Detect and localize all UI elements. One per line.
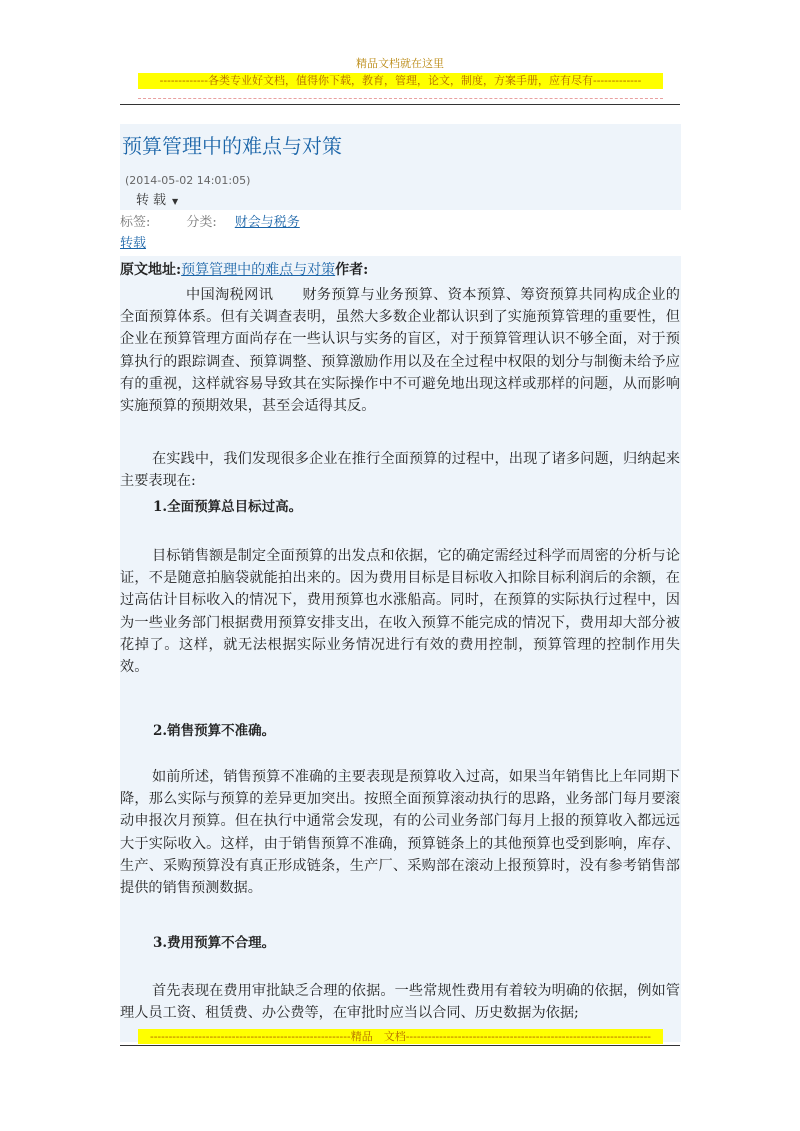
article-date: (2014-05-02 14:01:05) xyxy=(125,174,251,187)
footer-rule xyxy=(120,1045,680,1046)
header-dashed-divider xyxy=(138,90,663,99)
source-link[interactable]: 预算管理中的难点与对策 xyxy=(181,262,336,278)
paragraph-section-3: 首先表现在费用审批缺乏合理的依据。一些常规性费用有着较为明确的依据，例如管理人员工资、租赁费、办公费等，在审批时应当以合同、历史数据为依据; xyxy=(120,983,680,1022)
repost-tag-link[interactable]: 转载 xyxy=(120,236,147,251)
footer-banner: ------------------------------------------------------精品 文档------------------------------------------------------------------ xyxy=(138,1029,663,1044)
category-label: 分类: xyxy=(186,215,217,230)
paragraph-intro: 中国淘税网讯 财务预算与业务预算、资本预算、筹资预算共同构成企业的全面预算体系。但有关调查表明，虽然大多数企业都认识到了实施预算管理的重要性，但企业在预算管理方面尚存在一些认识与实务的盲区，对于预算管理认识不够全面，对于预算执行的跟踪调查、预算调整、预算激励作用以及在全过程中权限的划分与制衡未给予应有的重视，这样就容易导致其在实际操作中不可避免地出现这样或那样的问题，从而影响实施预算的预期效果，甚至会适得其反。 xyxy=(120,287,680,415)
paragraph-problems: 在实践中，我们发现很多企业在推行全面预算的过程中，出现了诸多问题，归纳起来主要表现在: xyxy=(120,451,680,490)
source-label: 原文地址: xyxy=(120,262,182,278)
repost-button-label: 转载 xyxy=(136,193,171,208)
paragraph-section-1: 目标销售额是制定全面预算的出发点和依据，它的确定需经过科学而周密的分析与论证，不是随意拍脑袋就能拍出来的。因为费用目标是目标收入扣除目标利润后的余额，在过高估计目标收入的情况下，费用预算也水涨船高。同时，在预算的实际执行过程中，因为一些业务部门根据费用预算安排支出，在收入预算不能完成的情况下，费用却大部分被花掉了。这样，就无法根据实际业务情况进行有效的费用控制，预算管理的控制作用失效。 xyxy=(120,548,680,676)
category-link[interactable]: 财会与税务 xyxy=(234,215,300,230)
paragraph-section-2: 如前所述，销售预算不准确的主要表现是预算收入过高，如果当年销售比上年同期下降，那么实际与预算的差异更加突出。按照全面预算滚动执行的思路，业务部门每月要滚动申报次月预算。但在执行中通常会发现，有的公司业务部门每月上报的预算收入都远远大于实际收入。这样，由于销售预算不准确，预算链条上的其他预算也受到影响，库存、生产、采购预算没有真正形成链条，生产厂、采购部在滚动上报预算时，没有参考销售部提供的销售预测数据。 xyxy=(120,769,680,897)
source-line xyxy=(120,260,368,280)
header-top-line: 精品文档就在这里 xyxy=(356,57,444,70)
section-heading-2: 2.销售预算不准确。 xyxy=(153,723,276,739)
tags-label: 标签: xyxy=(120,215,151,230)
article-title: 预算管理中的难点与对策 xyxy=(122,134,342,158)
repost-button[interactable] xyxy=(136,193,178,210)
dropdown-arrow-icon: ▼ xyxy=(172,197,179,206)
header-rule xyxy=(120,104,680,105)
section-heading-3: 3.费用预算不合理。 xyxy=(153,935,276,951)
tags-row xyxy=(120,214,300,231)
section-heading-1: 1.全面预算总目标过高。 xyxy=(153,499,303,515)
header-banner: -------------各类专业好文档，值得你下载，教育，管理，论文，制度，方案手册，应有尽有------------- xyxy=(138,73,663,89)
author-label: 作者: xyxy=(335,262,369,278)
